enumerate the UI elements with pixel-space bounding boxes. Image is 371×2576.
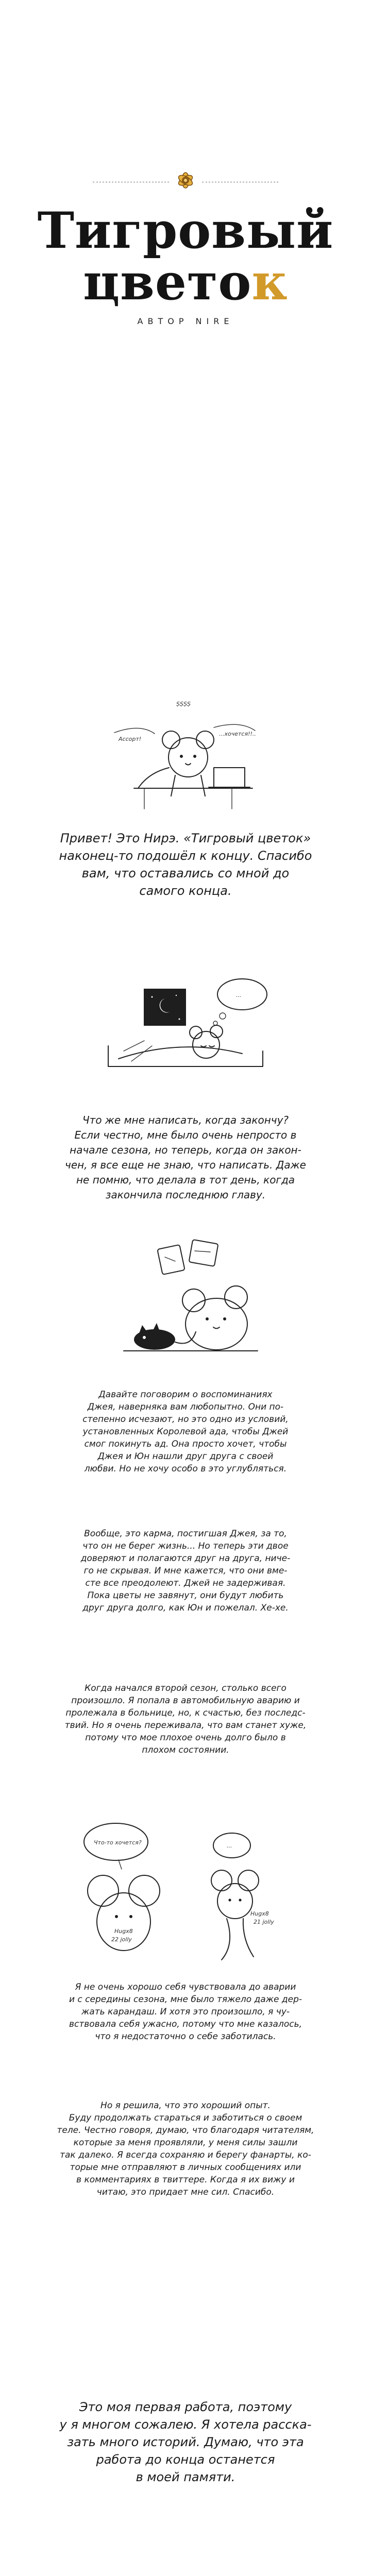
paragraph-experience: Но я решила, что это хороший опыт. Буду продолжать стараться и заботиться о своем теле. Честно говоря, думаю, что благодаря читателям, которые за меня проявляли, у меня силы зашли так далеко. Я всегда сохраняю и берегу фанарты, ко- торые мне отправляют в личных сообщениях или в комментариях в твиттере. Когда я их вижу и читаю, это придает мне сил. Спасибо. — [57, 2100, 314, 2197]
bubble-right-text: ...хочется!!.. — [219, 731, 256, 737]
paragraph-feeling-unwell: Я не очень хорошо себя чувствовала до аварии и с середины сезона, мне было тяжело даже дер- жать карандаш. И хотя это произошло, я чу- вствовала себя ужасно, потому что мне казалось, что я недостаточно о себе заботилась. — [69, 1982, 302, 2042]
author-credit: АВТОР NIRE — [137, 316, 234, 326]
title-line-1: Тигровый — [37, 201, 334, 260]
label-right-top: Hugx8 — [250, 1910, 269, 1917]
bubble-left-text: Ассорт! — [119, 736, 142, 742]
flower-emblem-icon — [170, 164, 201, 198]
bubble-left-text: Что-то хочется? — [94, 1839, 142, 1846]
thought-bubble-text: ... — [236, 992, 242, 998]
title-accent-letter: к — [251, 253, 288, 311]
title-line-2: цветок — [83, 253, 288, 311]
label-left-top: Hugx8 — [114, 1928, 133, 1935]
divider-left — [93, 181, 169, 183]
illustration-mouse-and-cat — [93, 1236, 278, 1365]
paragraph-first-work: Это моя первая работа, поэтому у я многом сожалею. Я хотела расска- зать много историй. Думаю, что эта работа до конца останется в моей памяти. — [59, 2400, 312, 2484]
divider-right — [202, 181, 278, 183]
illustration-night-thinking — [88, 974, 283, 1087]
bubble-right-text: ... — [227, 1842, 232, 1849]
illustration-desk-mouse — [103, 685, 278, 814]
paragraph-second-season: Когда начался второй сезон, столько всего произошло. Я попала в автомобильную аварию и пролежала в больнице, но, к счастью, без последс- твий. Но я очень переживала, что вам станет хуже, потому что мое плохое очень долго было в плохом состоянии. — [64, 1683, 307, 1755]
intro-paragraph: Привет! Это Нирэ. «Тигровый цветок» наконец-то подошёл к концу. Спасибо вам, что оставались со мной до самого конца. — [59, 831, 312, 898]
illustration-two-mice — [67, 1814, 304, 1968]
label-right-bottom: 21 jolly — [254, 1919, 274, 1925]
paragraph-what-to-write: Что же мне написать, когда закончу? Если честно, мне было очень непросто в начале сезона, но теперь, когда он закон- чен, я все еще не знаю, что написать. Даже не помню, что делала в тот день, когда закончила последнюю главу. — [65, 1114, 306, 1201]
label-left-bottom: 22 jolly — [111, 1936, 132, 1943]
sleep-z-text: ṢṢṢṢ — [176, 701, 191, 707]
paragraph-memories: Давайте поговорим о воспоминаниях Джея, наверняка вам любопытно. Они по- степенно исчезают, но это одно из условий, установленных Королевой ада, чтобы Джей смог покинуть ад. Она просто хочет, чтобы Джея и Юн нашли друг друга с своей любви. Но не хочу особо в это углубляться. — [82, 1389, 289, 1474]
paragraph-karma: Вообще, это карма, постигшая Джея, за то, что он не берег жизнь... Но теперь эти двое доверяют и полагаются друг на друга, ниче- го не скрывая. И мне кажется, что они вме- сте все преодолеют. Джей не задерживая. Пока цветы не завянут, они будут любить друг друга долго, как Юн и пожелал. Хе-хе. — [80, 1529, 291, 1613]
